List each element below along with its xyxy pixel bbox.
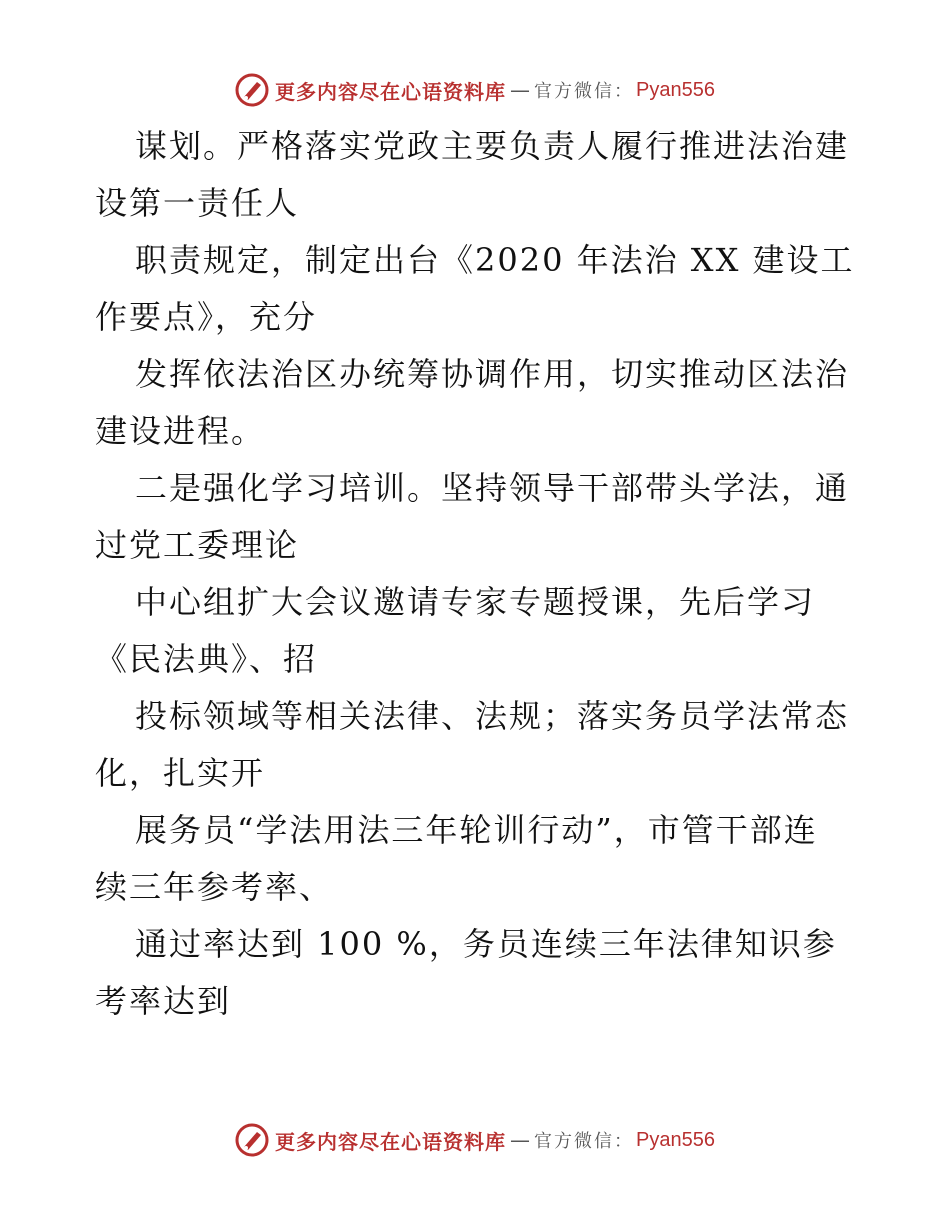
watermark-site-text: 更多内容尽在心语资料库	[275, 1129, 507, 1154]
text-line: 职责规定，制定出台《2020 年法治 XX 建设工	[135, 241, 855, 279]
logo-icon	[235, 73, 269, 107]
text-line: 二是强化学习培训。坚持领导干部带头学法，通	[135, 469, 850, 507]
text-line: 化，扎实开	[95, 754, 266, 792]
watermark-separator: —	[510, 1128, 531, 1152]
text-line: 作要点》，充分	[95, 298, 318, 336]
watermark-wechat-id: Pyan556	[636, 78, 715, 101]
text-line: 考率达到	[95, 982, 232, 1020]
text-line: 续三年参考率、	[95, 868, 334, 906]
watermark-wechat-label: 官方微信：	[534, 1131, 635, 1152]
watermark-header	[0, 70, 950, 110]
text-line: 设第一责任人	[95, 184, 300, 222]
text-line: 投标领域等相关法律、法规；落实务员学法常态	[135, 697, 850, 735]
watermark-wechat-id: Pyan556	[636, 1128, 715, 1151]
document-body	[95, 118, 865, 1030]
watermark-footer	[0, 1120, 950, 1160]
text-line: 中心组扩大会议邀请专家专题授课，先后学习	[135, 583, 816, 621]
text-line: 过党工委理论	[95, 526, 300, 564]
watermark-wechat-label: 官方微信：	[534, 81, 635, 102]
watermark-separator: —	[510, 78, 531, 102]
text-line: 建设进程。	[95, 412, 266, 450]
text-line: 发挥依法治区办统筹协调作用，切实推动区法治	[135, 355, 850, 393]
text-line: 通过率达到 100 %，务员连续三年法律知识参	[135, 925, 837, 963]
text-line: 展务员“学法用法三年轮训行动”，市管干部连	[135, 811, 818, 849]
logo-icon	[235, 1123, 269, 1157]
text-line: 《民法典》、招	[95, 640, 318, 678]
text-line: 谋划。严格落实党政主要负责人履行推进法治建	[135, 127, 850, 165]
watermark-site-text: 更多内容尽在心语资料库	[275, 79, 507, 104]
